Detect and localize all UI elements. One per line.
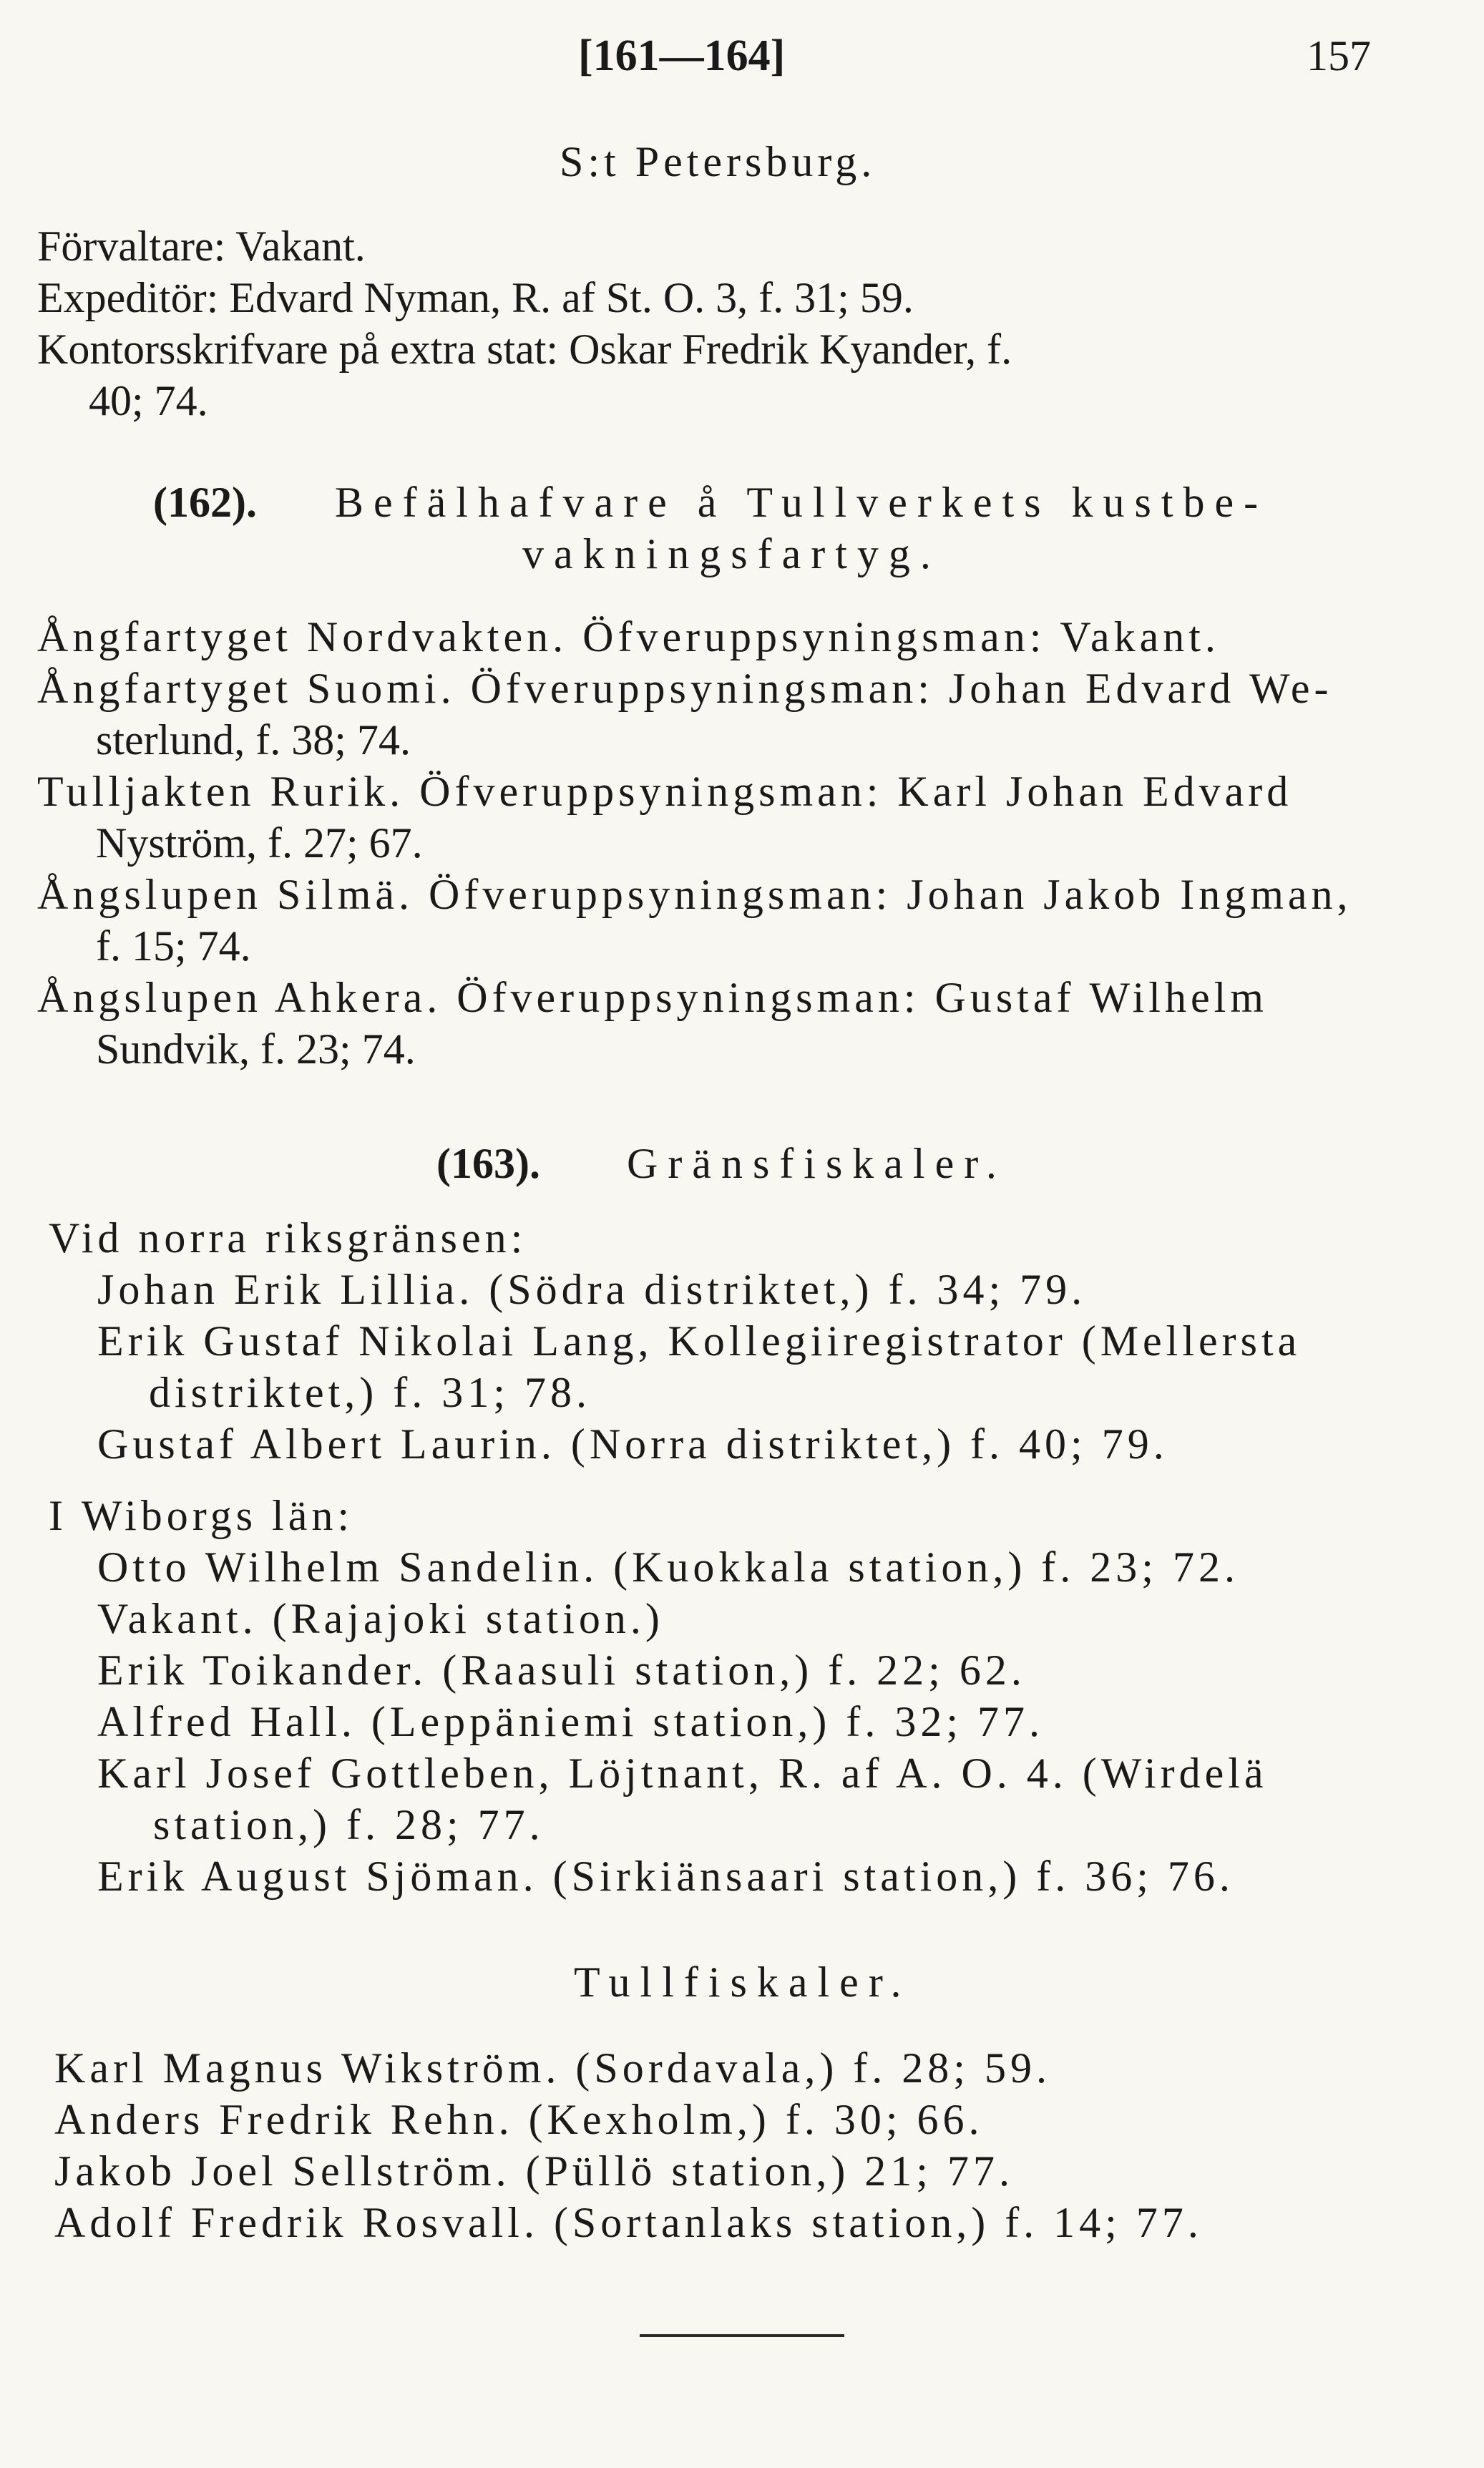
wiborg-heading: I Wiborgs län:	[49, 1492, 354, 1539]
section-162-line: Ångslupen Silmä. Öfveruppsyningsman: Johan Jakob Ingman,	[37, 871, 1352, 918]
closing-rule	[640, 2334, 844, 2337]
section-162-line: f. 15; 74.	[96, 922, 251, 970]
section-164-line: Karl Magnus Wikström. (Sordavala,) f. 28; 59.	[54, 2044, 1051, 2092]
section-162-title-cont: vakningsfartyg.	[522, 530, 941, 577]
section-162-line: Sundvik, f. 23; 74.	[96, 1025, 416, 1073]
north-border-line: Johan Erik Lillia. (Södra distriktet,) f. 34; 79.	[97, 1266, 1087, 1313]
north-border-line: distriktet,) f. 31; 78.	[149, 1369, 591, 1416]
section-162-line: Nyström, f. 27; 67.	[96, 819, 423, 867]
north-border-line: Gustaf Albert Laurin. (Norra distriktet,) f. 40; 79.	[97, 1420, 1168, 1468]
wiborg-line: Otto Wilhelm Sandelin. (Kuokkala station,) f. 23; 72.	[97, 1543, 1239, 1591]
wiborg-line: Erik August Sjöman. (Sirkiänsaari station,) f. 36; 76.	[97, 1853, 1234, 1900]
section-161-line: Kontorsskrifvare på extra stat: Oskar Fredrik Kyander, f.	[37, 326, 1012, 373]
wiborg-line: Erik Toikander. (Raasuli station,) f. 22; 62.	[97, 1647, 1026, 1694]
section-162-title: Befälhafvare å Tullverkets kustbe-	[335, 479, 1269, 526]
wiborg-line: Vakant. (Rajajoki station.)	[97, 1595, 664, 1642]
section-164-line: Adolf Fredrik Rosvall. (Sortanlaks station,) f. 14; 77.	[54, 2199, 1203, 2246]
wiborg-line: Alfred Hall. (Leppäniemi station,) f. 32; 77.	[97, 1698, 1045, 1745]
north-border-line: Erik Gustaf Nikolai Lang, Kollegiiregistrator (Mellersta	[97, 1317, 1302, 1365]
section-161-heading: S:t Petersburg.	[560, 138, 877, 185]
section-162-line: Ångslupen Ahkera. Öfveruppsyningsman: Gustaf Wilhelm	[37, 974, 1268, 1021]
section-162-line: sterlund, f. 38; 74.	[96, 716, 411, 764]
wiborg-line: station,) f. 28; 77.	[153, 1801, 545, 1848]
section-162-line: Tulljakten Rurik. Öfveruppsyningsman: Karl Johan Edvard	[37, 768, 1293, 815]
section-161-line: Förvaltare: Vakant.	[37, 223, 366, 270]
section-164-line: Jakob Joel Sellström. (Püllö station,) 21; 77.	[54, 2147, 1014, 2195]
page-number: 157	[1307, 32, 1371, 79]
section-163-title: Gränsfiskaler.	[627, 1140, 1007, 1187]
section-162-line: Ångfartyget Suomi. Öfveruppsyningsman: Johan Edvard We-	[37, 665, 1333, 712]
wiborg-line: Karl Josef Gottleben, Löjtnant, R. af A. O. 4. (Wirdelä	[97, 1750, 1268, 1797]
section-162-number: (162).	[153, 479, 257, 526]
section-164-title: Tullfiskaler.	[574, 1959, 912, 2006]
section-163-number: (163).	[436, 1140, 540, 1187]
header-range: [161—164]	[578, 31, 786, 80]
section-164-line: Anders Fredrik Rehn. (Kexholm,) f. 30; 66.	[54, 2096, 984, 2143]
north-border-heading: Vid norra riksgränsen:	[49, 1214, 527, 1262]
section-161-line: 40; 74.	[89, 377, 208, 424]
section-162-line: Ångfartyget Nordvakten. Öfveruppsyningsman: Vakant.	[37, 613, 1220, 660]
section-161-line: Expeditör: Edvard Nyman, R. af St. O. 3, f. 31; 59.	[37, 274, 914, 321]
